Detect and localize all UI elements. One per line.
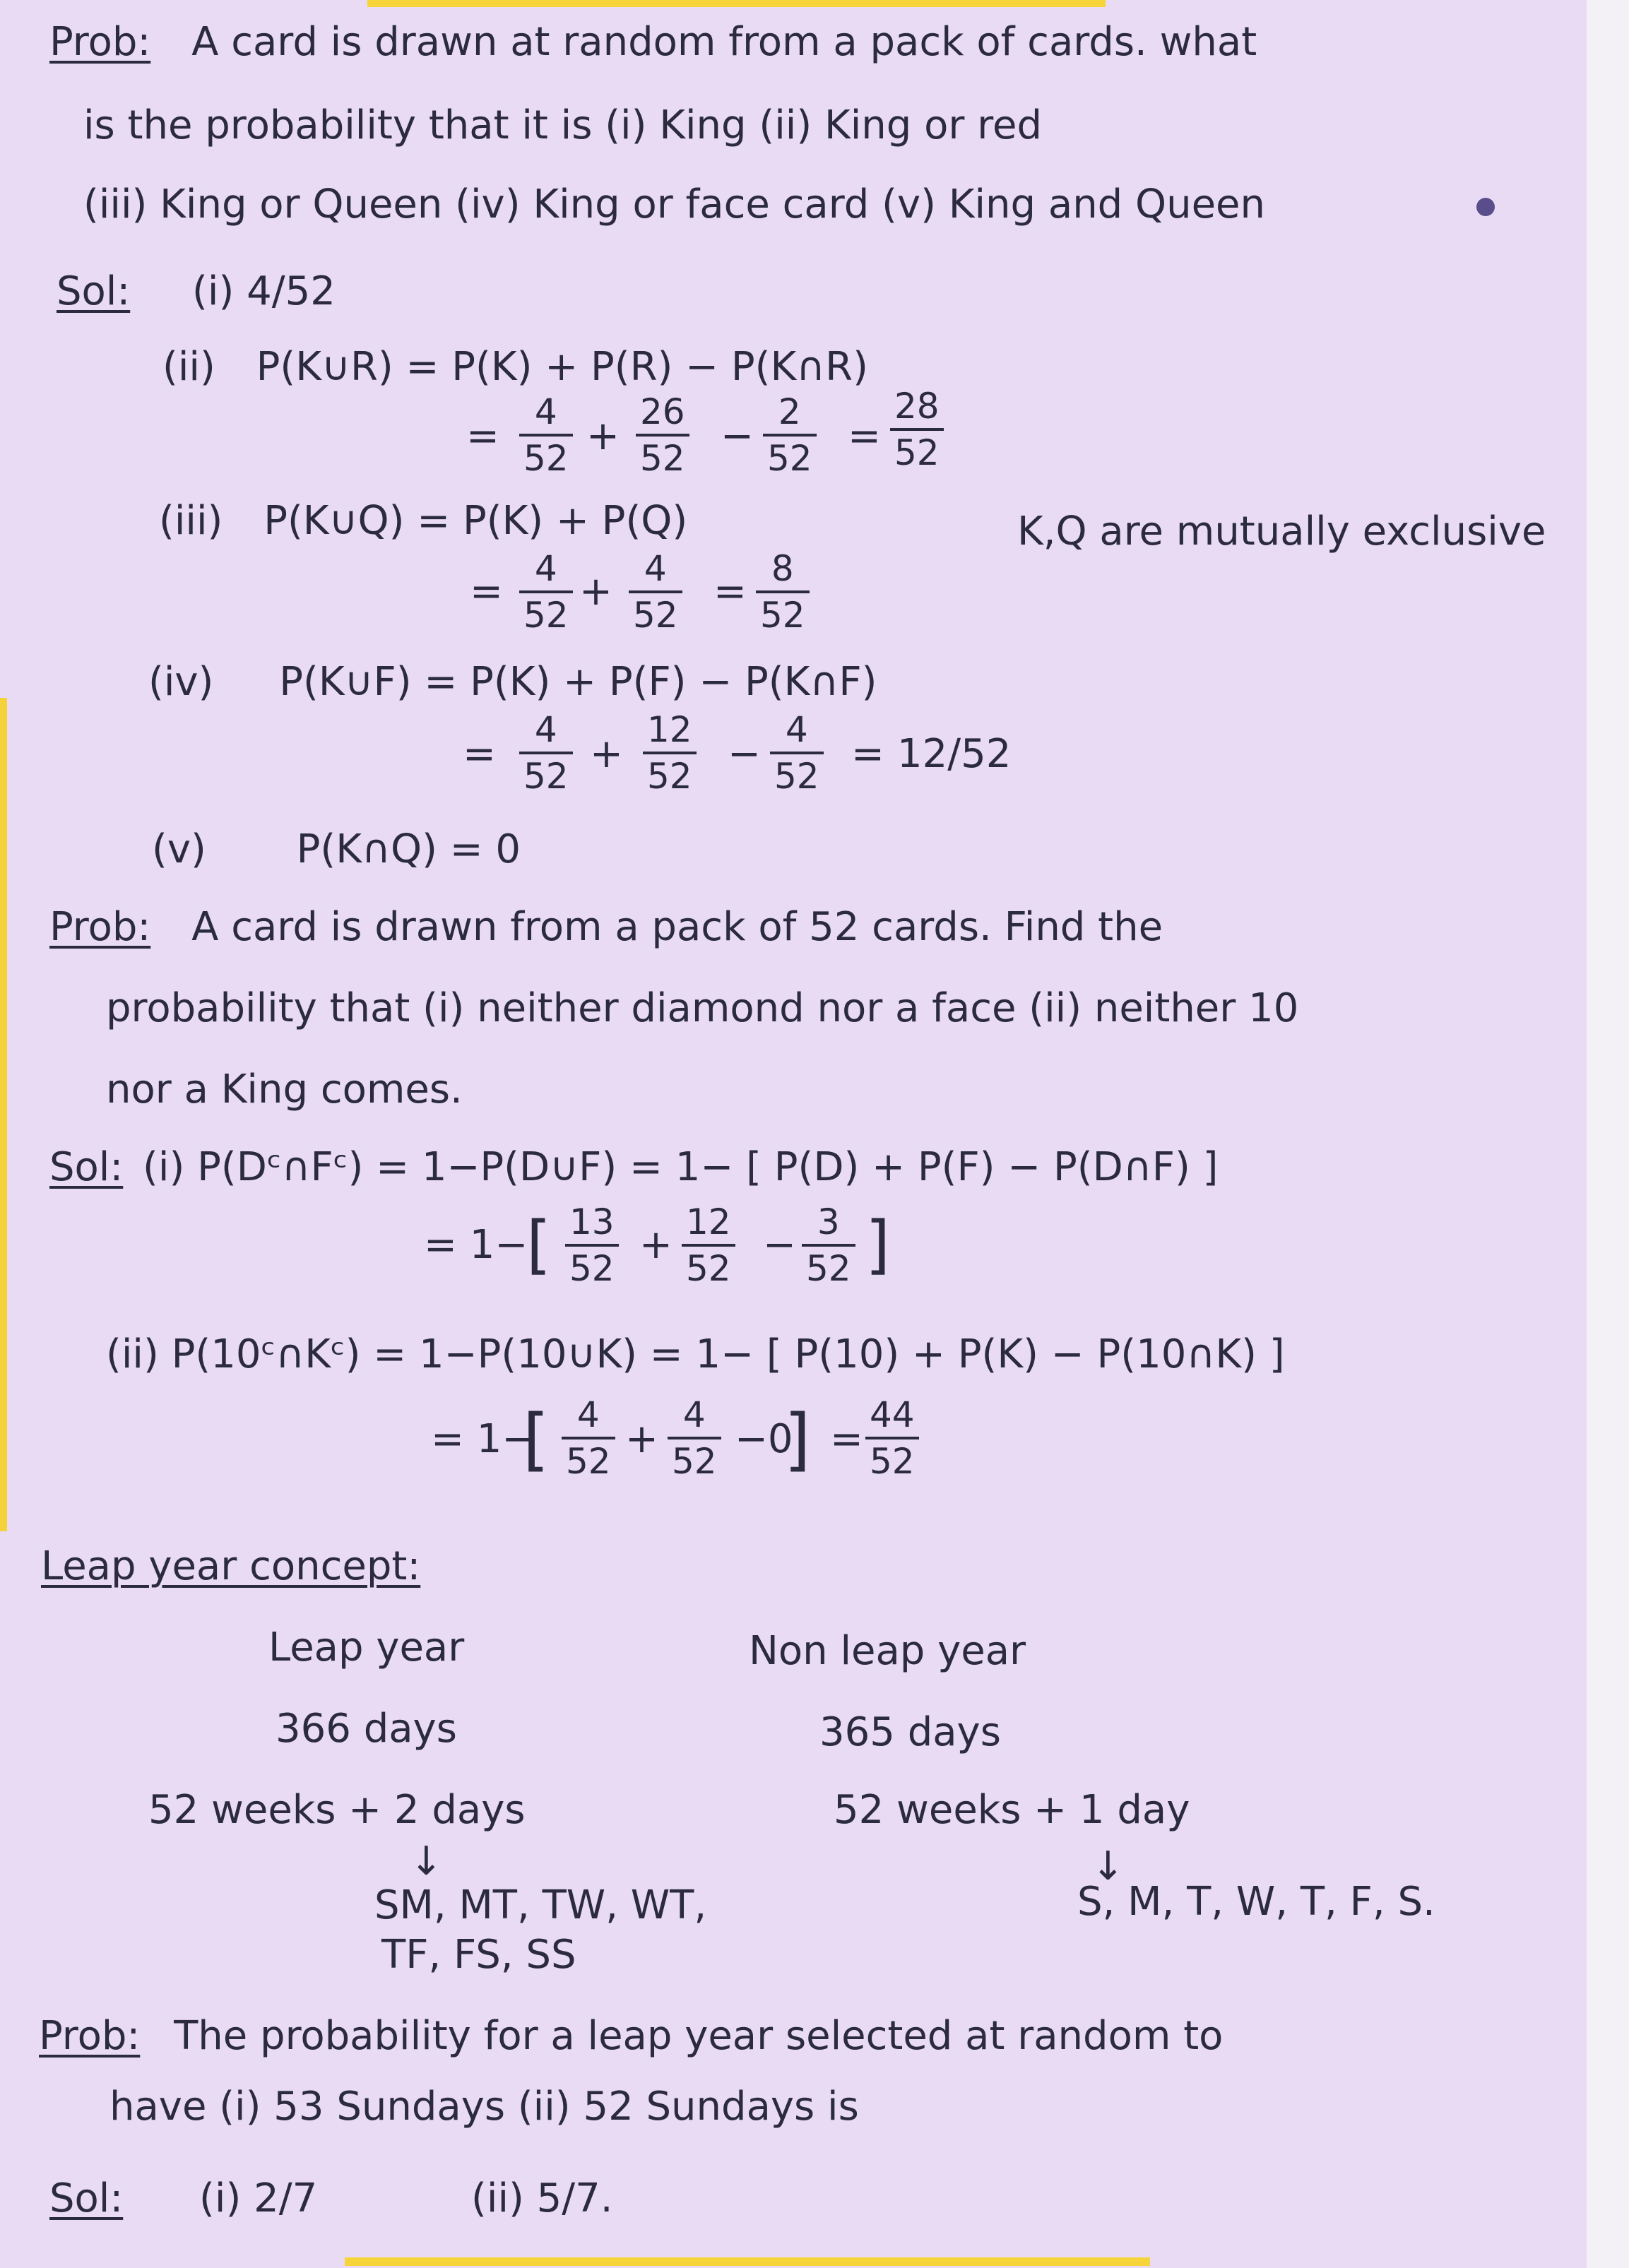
- arrow-down-icon: ↓: [1091, 1844, 1125, 1889]
- step-prefix: = 1−: [424, 1222, 528, 1268]
- fraction: $\frac{12}{52}$: [682, 1204, 735, 1286]
- non-leap-day-list: S, M, T, W, T, F, S.: [1077, 1879, 1435, 1925]
- solution-1-v-row: [152, 826, 521, 872]
- fraction: $\frac{4}{52}$: [519, 394, 573, 476]
- page-edge: [1587, 0, 1629, 2268]
- equation: (i) P(Dᶜ∩Fᶜ) = 1−P(D∪F) = 1− [ P(D) + P(F) − P(D∩F) ]: [143, 1144, 1219, 1190]
- fraction: $\frac{13}{52}$: [565, 1204, 619, 1286]
- highlighter-mark-left: [0, 698, 7, 1531]
- plus-sign: +: [625, 1416, 658, 1462]
- equals-sign: =: [848, 413, 881, 459]
- fraction: $\frac{8}{52}$: [756, 551, 810, 633]
- minus-sign: −: [721, 413, 754, 459]
- section-heading: Leap year concept:: [41, 1543, 421, 1589]
- part-label: (v): [152, 826, 206, 872]
- problem-text: A card is drawn from a pack of 52 cards. Find the: [191, 904, 1163, 950]
- problem-label: Prob:: [49, 19, 151, 65]
- fraction: $\frac{3}{52}$: [802, 1204, 855, 1286]
- bracket-open: [: [526, 1208, 552, 1282]
- bullet-dot: [1476, 198, 1495, 216]
- problem-text: A card is drawn at random from a pack of cards. what: [191, 19, 1257, 65]
- fraction: $\frac{44}{52}$: [865, 1397, 919, 1479]
- solution-2-ii-row: (ii) P(10ᶜ∩Kᶜ) = 1−P(10∪K) = 1− [ P(10) + P(K) − P(10∩K) ]: [106, 1331, 1285, 1377]
- solution-1-label-row: [57, 268, 336, 314]
- plus-sign: +: [579, 569, 612, 615]
- fraction: $\frac{4}{52}$: [519, 551, 573, 633]
- arrow-down-icon: ↓: [410, 1839, 443, 1884]
- leap-day-pairs-1: SM, MT, TW, WT,: [374, 1882, 707, 1928]
- non-leap-weeks: 52 weeks + 1 day: [834, 1787, 1190, 1833]
- column-heading-non-leap: Non leap year: [749, 1628, 1026, 1674]
- problem-text: The probability for a leap year selected at random to: [174, 2013, 1224, 2059]
- solution-label: Sol:: [49, 2175, 124, 2221]
- solution-3-row: [49, 2175, 613, 2221]
- equation: P(K∩Q) = 0: [296, 826, 521, 872]
- minus-sign: −: [728, 731, 761, 777]
- problem-label: Prob:: [49, 904, 151, 950]
- equals-sign: =: [470, 569, 503, 615]
- step-suffix: −0: [735, 1416, 793, 1462]
- problem-2-line-2: probability that (i) neither diamond nor a face (ii) neither 10: [106, 985, 1299, 1031]
- highlighter-mark-top: [367, 0, 1106, 7]
- equation: P(K∪F) = P(K) + P(F) − P(K∩F): [279, 659, 877, 705]
- solution-i: (i) 2/7: [199, 2175, 318, 2221]
- leap-day-pairs-2: TF, FS, SS: [381, 1932, 576, 1978]
- equation: P(K∪Q) = P(K) + P(Q): [263, 498, 688, 544]
- solution-1-iii-row: [159, 498, 688, 544]
- equals-sign: =: [713, 569, 747, 615]
- solution-label: Sol:: [49, 1144, 124, 1190]
- part-label: (ii): [162, 344, 215, 390]
- solution-1-iv-row: [148, 659, 877, 705]
- problem-label: Prob:: [39, 2013, 141, 2059]
- non-leap-days: 365 days: [819, 1709, 1001, 1755]
- equals-sign: =: [466, 413, 499, 459]
- result: 12/52: [897, 731, 1012, 777]
- fraction: $\frac{2}{52}$: [763, 394, 817, 476]
- equals-sign: =: [830, 1416, 863, 1462]
- solution-1-ii-row: [162, 344, 868, 390]
- side-note: K,Q are mutually exclusive: [1017, 509, 1546, 554]
- plus-sign: +: [586, 413, 620, 459]
- solution-label: Sol:: [57, 268, 131, 314]
- bracket-close: ]: [865, 1208, 891, 1282]
- plus-sign: +: [590, 731, 623, 777]
- fraction: $\frac{28}{52}$: [890, 388, 944, 470]
- problem-3-line-1: [39, 2013, 1224, 2059]
- equals-sign: =: [851, 731, 884, 777]
- equation: P(K∪R) = P(K) + P(R) − P(K∩R): [256, 344, 868, 390]
- highlighter-mark-bottom: [345, 2257, 1150, 2266]
- problem-1-line-3: (iii) King or Queen (iv) King or face card (v) King and Queen: [83, 182, 1265, 227]
- fraction: $\frac{12}{52}$: [643, 712, 697, 794]
- fraction: $\frac{4}{52}$: [519, 712, 573, 794]
- bracket-open: [: [523, 1400, 550, 1479]
- fraction: $\frac{4}{52}$: [629, 551, 682, 633]
- leap-days: 366 days: [276, 1706, 457, 1752]
- solution-2-i-row: [49, 1144, 1219, 1190]
- problem-2-line-3: nor a King comes.: [106, 1067, 463, 1112]
- fraction: $\frac{26}{52}$: [636, 394, 689, 476]
- fraction: $\frac{4}{52}$: [668, 1397, 721, 1479]
- problem-2-line-1: [49, 904, 1163, 950]
- plus-sign: +: [639, 1222, 673, 1268]
- problem-1-line-2: is the probability that it is (i) King (ii) King or red: [83, 102, 1042, 148]
- solution-ii: (ii) 5/7.: [471, 2175, 613, 2221]
- leap-weeks: 52 weeks + 2 days: [148, 1787, 526, 1833]
- problem-3-line-2: have (i) 53 Sundays (ii) 52 Sundays is: [109, 2084, 859, 2130]
- bracket-close: ]: [784, 1400, 811, 1479]
- solution-i: (i) 4/52: [192, 268, 336, 314]
- fraction: $\frac{4}{52}$: [770, 712, 824, 794]
- part-label: (iii): [159, 498, 223, 544]
- problem-1-line-1: [49, 19, 1257, 65]
- fraction: $\frac{4}{52}$: [562, 1397, 615, 1479]
- step-prefix: = 1−: [431, 1416, 535, 1462]
- part-label: (iv): [148, 659, 214, 705]
- column-heading-leap: Leap year: [268, 1625, 465, 1670]
- equals-sign: =: [463, 731, 496, 777]
- minus-sign: −: [763, 1222, 796, 1268]
